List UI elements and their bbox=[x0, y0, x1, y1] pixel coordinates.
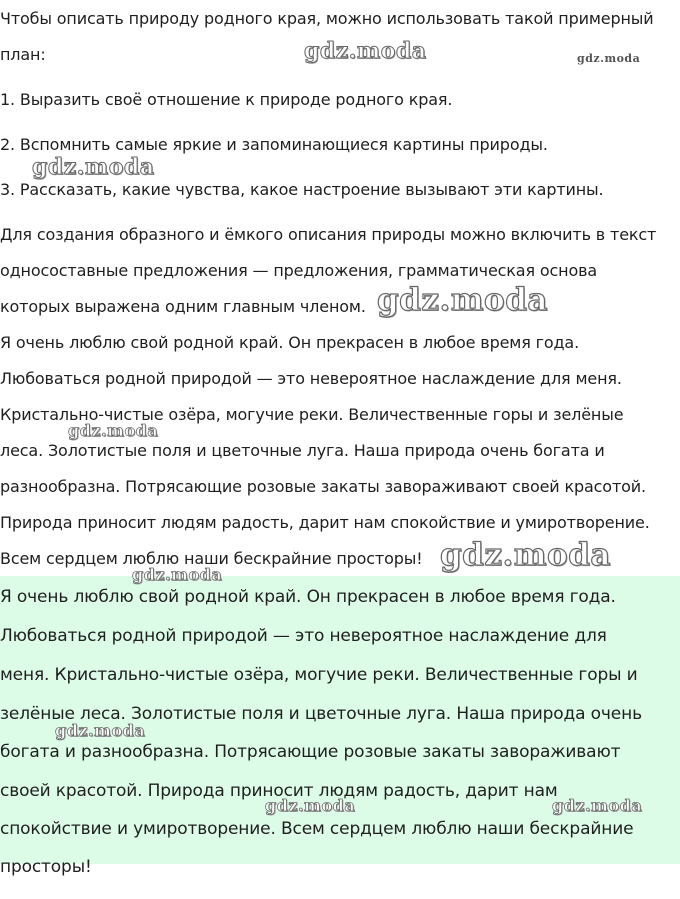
answer-line: спокойствие и умиротворение. Всем сердцем люблю наши бескрайние bbox=[0, 819, 634, 839]
watermark-logo: gdz.moda bbox=[68, 421, 159, 440]
watermark-logo: gdz.moda bbox=[440, 537, 611, 573]
watermark-logo: gdz.moda bbox=[304, 38, 427, 64]
text-line: Всем сердцем люблю наши бескрайние просторы! bbox=[0, 549, 423, 568]
text-line: Для создания образного и ёмкого описания природы можно включить в текст bbox=[0, 225, 657, 244]
plan-item-2: 2. Вспомнить самые яркие и запоминающиеся картины природы. bbox=[0, 135, 548, 154]
answer-line: Я очень люблю свой родной край. Он прекрасен в любое время года. bbox=[0, 587, 616, 607]
watermark-logo: gdz.moda bbox=[55, 721, 146, 740]
text-line: Чтобы описать природу родного края, можно использовать такой примерный bbox=[0, 9, 654, 28]
answer-line: своей красотой. Природа приносит людям радость, дарит нам bbox=[0, 781, 558, 801]
text-line: план: bbox=[0, 45, 46, 64]
answer-line: Любоваться родной природой — это невероятное наслаждение для bbox=[0, 626, 607, 646]
watermark-logo: gdz.moda bbox=[32, 154, 155, 180]
watermark-logo: gdz.moda bbox=[552, 796, 643, 815]
text-line: разнообразна. Потрясающие розовые закаты завораживают своей красотой. bbox=[0, 477, 646, 496]
plan-item-1: 1. Выразить своё отношение к природе родного края. bbox=[0, 90, 453, 109]
text-line: односоставные предложения — предложения, грамматическая основа bbox=[0, 261, 598, 280]
answer-line: богата и разнообразна. Потрясающие розовые закаты завораживают bbox=[0, 742, 621, 762]
text-line: леса. Золотистые поля и цветочные луга. Наша природа очень богата и bbox=[0, 441, 605, 460]
text-line: Природа приносит людям радость, дарит нам спокойствие и умиротворение. bbox=[0, 513, 650, 532]
watermark-logo: gdz.moda bbox=[265, 796, 356, 815]
answer-line: зелёные леса. Золотистые поля и цветочные луга. Наша природа очень bbox=[0, 704, 642, 724]
watermark-logo: gdz.moda bbox=[577, 52, 641, 65]
text-line: Любоваться родной природой — это невероятное наслаждение для меня. bbox=[0, 369, 622, 388]
text-line: Я очень люблю свой родной край. Он прекрасен в любое время года. bbox=[0, 333, 580, 352]
answer-box bbox=[0, 576, 680, 877]
answer-line: просторы! bbox=[0, 857, 92, 877]
answer-line: меня. Кристально-чистые озёра, могучие реки. Величественные горы и bbox=[0, 665, 638, 685]
text-line: Кристально-чистые озёра, могучие реки. Величественные горы и зелёные bbox=[0, 405, 624, 424]
text-line: которых выражена одним главным членом. bbox=[0, 297, 366, 316]
watermark-logo: gdz.moda bbox=[377, 282, 548, 318]
watermark-logo: gdz.moda bbox=[132, 565, 223, 584]
plan-item-3: 3. Рассказать, какие чувства, какое настроение вызывают эти картины. bbox=[0, 180, 604, 199]
